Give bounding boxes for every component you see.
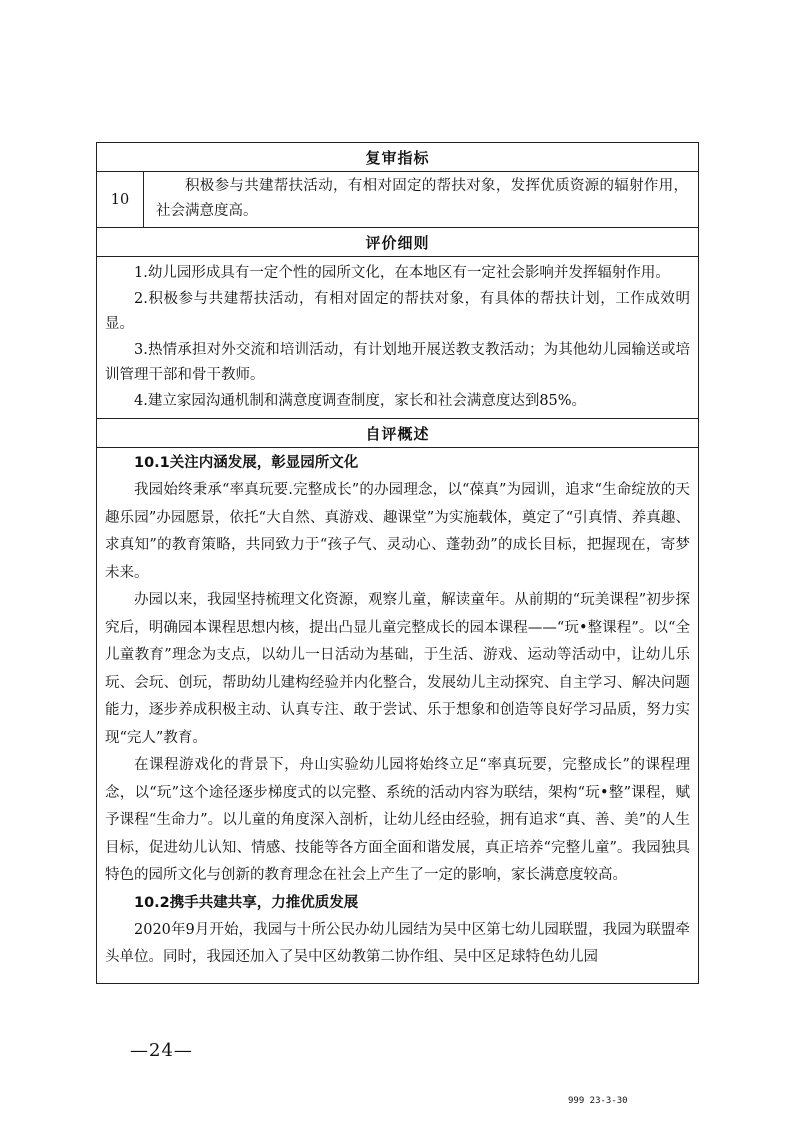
criteria-header: 评价细则 xyxy=(97,228,698,257)
criteria-item: 2.积极参与共建帮扶活动，有相对固定的帮扶对象，有具体的帮扶计划，工作成效明显。 xyxy=(105,290,690,332)
criteria-list xyxy=(97,257,698,419)
paragraph: 办园以来，我园坚持梳理文化资源，观察儿童，解读童年。从前期的“玩美课程”初步探究后，明确园本课程思想内核，提出凸显儿童完整成长的园本课程——“玩•整课程”。以“全儿童教育”理念为支点，以幼儿一日活动为基础，于生活、游戏、运动等活动中，让幼儿乐玩、会玩、创玩，帮助幼儿建构经验并内化整合，发展幼儿主动探究、自主学习、解决问题能力，逐步养成积极主动、认真专注、敢于尝试、乐于想象和创造等良好学习品质，努力实现“完人”教育。 xyxy=(105,592,690,746)
criteria-item: 3.热情承担对外交流和培训活动，有计划地开展送教支教活动；为其他幼儿园输送或培训管理干部和骨干教师。 xyxy=(105,341,690,383)
self-eval-header: 自评概述 xyxy=(97,419,698,448)
paragraph: 在课程游戏化的背景下，舟山实验幼儿园将始终立足“率真玩要，完整成长”的课程理念，以“玩”这个途径逐步梯度式的以完整、系统的活动内容为联结，架构“玩•整”课程，赋予课程“生命力”。以儿童的角度深入剖析，让幼儿经由经验，拥有追求“真、善、美”的人生目标，促进幼儿认知、情感、技能等各方面全面和谐发展，真正培养“完整儿童”。我园独具特色的园所文化与创新的教育理念在社会上产生了一定的影响，家长满意度较高。 xyxy=(105,757,690,883)
paragraph: 我园始终秉承“率真玩要.完整成长”的办园理念，以“葆真”为园训，追求“生命绽放的天趣乐园”办园愿景，依托“大自然、真游戏、趣课堂”为实施载体，奠定了“引真情、养真趣、求真知”的教育策略，共同致力于“孩子气、灵动心、蓬勃劲”的成长目标，把握现在，寄梦未来。 xyxy=(105,482,690,581)
evaluation-table xyxy=(96,142,699,984)
review-indicator-header: 复审指标 xyxy=(97,143,698,172)
self-eval-content xyxy=(97,448,698,984)
indicator-text: 积极参与共建帮扶活动，有相对固定的帮扶对象，发挥优质资源的辐射作用，社会满意度高。 xyxy=(156,178,688,219)
section-title: 10.2携手共建共享，力推优质发展 xyxy=(134,894,359,911)
print-stamp: 999 23-3-30 xyxy=(568,1096,628,1106)
paragraph: 2020年9月开始，我园与十所公民办幼儿园结为吴中区第七幼儿园联盟，我园为联盟牵头单位。同时，我园还加入了吴中区幼教第二协作组、吴中区足球特色幼儿园 xyxy=(105,921,690,965)
indicator-number: 10 xyxy=(97,172,144,227)
criteria-item: 1.幼儿园形成具有一定个性的园所文化，在本地区有一定社会影响并发挥辐射作用。 xyxy=(134,265,670,281)
review-indicator-row xyxy=(97,172,698,228)
criteria-item: 4.建立家园沟通机制和满意度调查制度，家长和社会满意度达到85%。 xyxy=(134,392,587,409)
page-number: —24— xyxy=(130,1040,193,1061)
section-title: 10.1关注内涵发展，彰显园所文化 xyxy=(134,455,359,471)
